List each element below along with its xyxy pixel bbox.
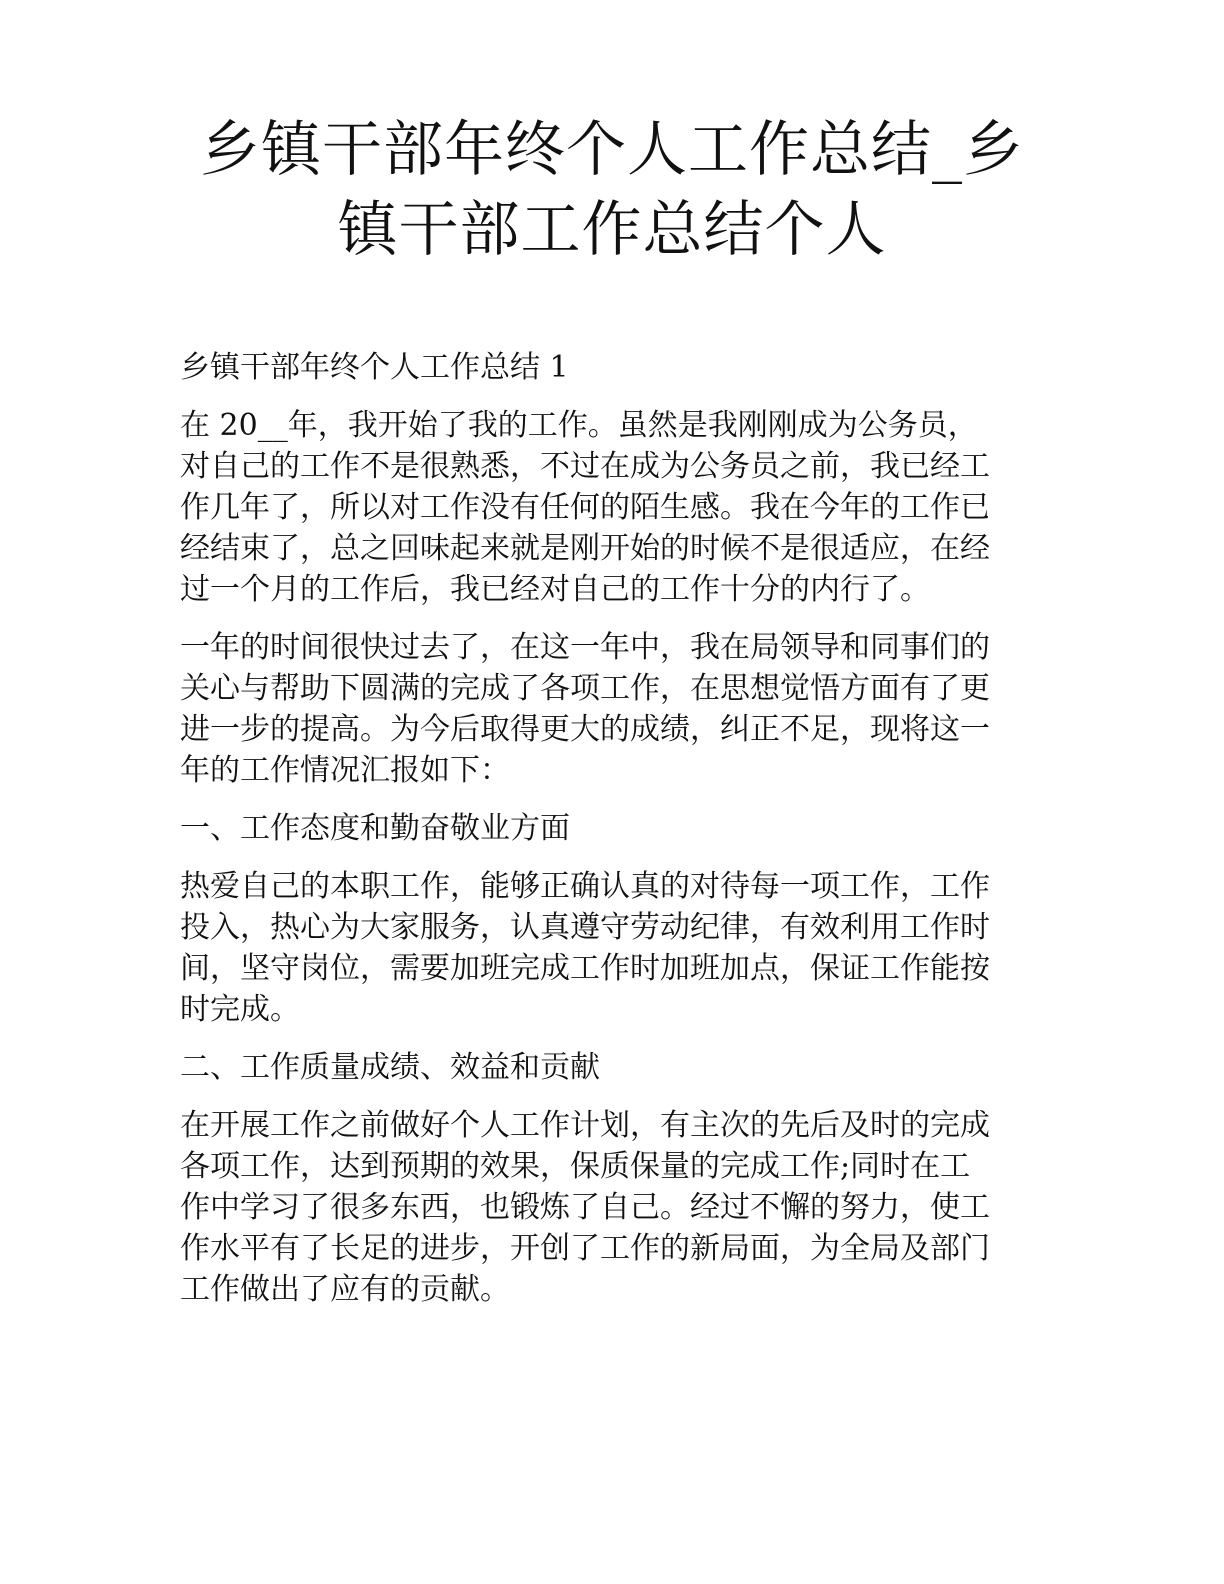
section-heading-quality: 二、工作质量成绩、效益和贡献	[180, 1050, 600, 1085]
section-heading-attitude: 一、工作态度和勤奋敬业方面	[180, 811, 570, 846]
page-title	[150, 110, 1074, 270]
paragraph-attitude: 热爱自己的本职工作，能够正确认真的对待每一项工作，工作 投入，热心为大家服务，认真遵守劳动纪律，有效利用工作时 间，坚守岗位，需要加班完成工作时加班加点，保证工作能按 时完成。	[180, 869, 990, 1027]
title-line-2: 镇干部工作总结个人	[337, 195, 887, 265]
paragraph-quality: 在开展工作之前做好个人工作计划，有主次的先后及时的完成 各项工作，达到预期的效果，保质保量的完成工作;同时在工 作中学习了很多东西，也锻炼了自己。经过不懈的努力，使工 作水平有了长足的进步，开创了工作的新局面，为全局及部门 工作做出了应有的贡献。	[180, 1108, 990, 1307]
paragraph-year-review: 一年的时间很快过去了，在这一年中，我在局领导和同事们的 关心与帮助下圆满的完成了各项工作，在思想觉悟方面有了更 进一步的提高。为今后取得更大的成绩，纠正不足，现将这一 年的工作情况汇报如下：	[180, 630, 990, 788]
section-heading-summary-1: 乡镇干部年终个人工作总结 1	[180, 350, 569, 385]
title-line-1: 乡镇干部年终个人工作总结_乡	[200, 115, 1024, 185]
document-body	[180, 347, 1040, 1327]
paragraph-intro: 在 20__年，我开始了我的工作。虽然是我刚刚成为公务员， 对自己的工作不是很熟悉，不过在成为公务员之前，我已经工 作几年了，所以对工作没有任何的陌生感。我在今年的工作已 经结束了，总之回味起来就是刚开始的时候不是很适应，在经 过一个月的工作后，我已经对自己的工作十分的内行了。	[180, 408, 990, 607]
